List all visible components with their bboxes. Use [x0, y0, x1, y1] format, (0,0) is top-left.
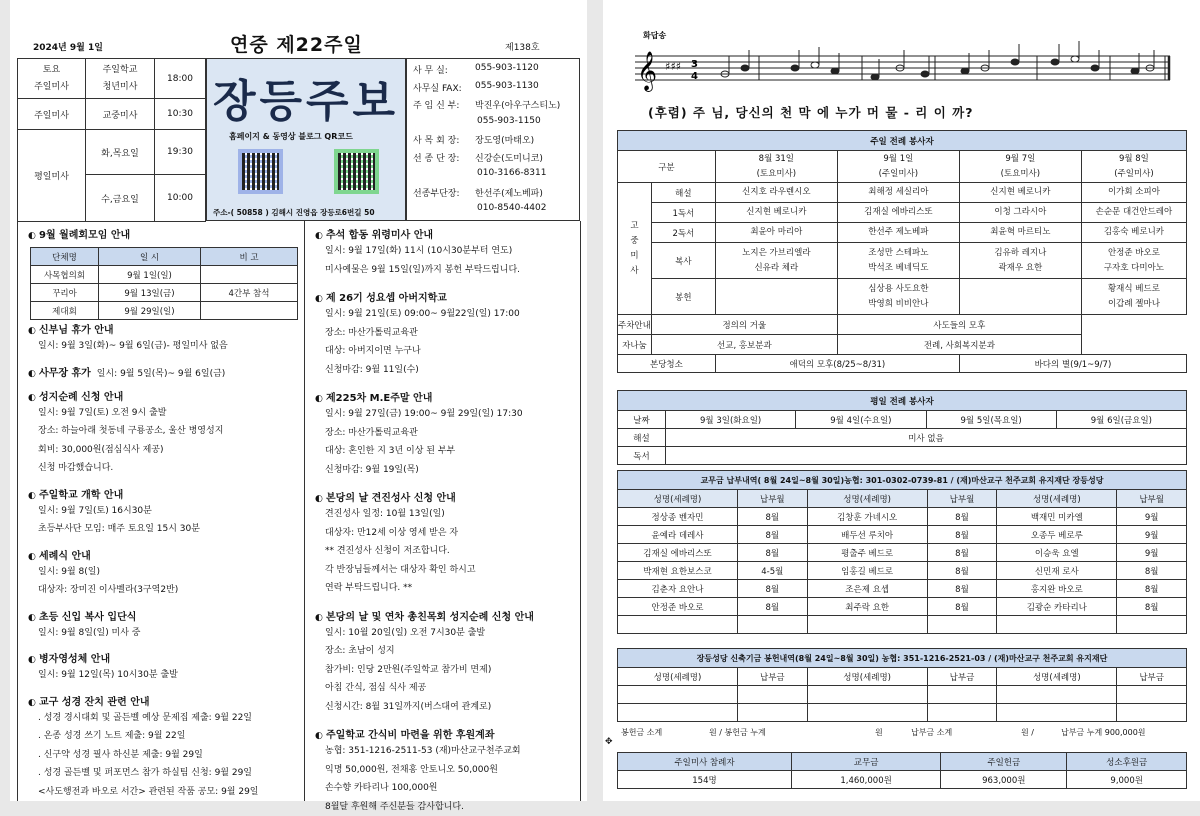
contact-value: 055-903-1130	[475, 81, 539, 91]
half-circle-icon: ◐	[28, 326, 39, 336]
mass-day: 평일미사	[18, 130, 86, 222]
notice-line: 대상: 혼인한 지 3년 이상 된 부부	[325, 442, 455, 461]
mass-group: 주일학교 청년미사	[86, 59, 155, 99]
notice-line: 견진성사 일정: 10월 13일(일)	[325, 505, 445, 524]
half-circle-icon: ◐	[28, 552, 39, 562]
dues-col: 납부월	[927, 490, 997, 508]
notice-title: ◐ 본당의 날 견진성사 신청 안내	[315, 489, 456, 504]
dues-cell: 8월	[738, 580, 808, 598]
note-head	[1091, 65, 1099, 71]
meeting-table	[30, 247, 298, 320]
weekday-date: 9월 6일(금요일)	[1056, 411, 1186, 429]
col-label: 구분	[618, 151, 716, 183]
server-cell: 한선주 제노베파	[837, 223, 959, 243]
svg-text:4: 4	[691, 71, 698, 82]
dues-cell: 김춘자 요안나	[618, 580, 738, 598]
music-staff	[635, 44, 1175, 100]
cell: 바다의 별(9/1~9/7)	[959, 355, 1186, 373]
dues-cell: 조은제 요셉	[807, 580, 927, 598]
meeting-cell	[201, 266, 298, 284]
notice-title: ◐ 사무장 휴가 일시: 9월 5일(목)~ 9월 6일(금)	[28, 364, 225, 379]
svg-text:3: 3	[691, 59, 698, 70]
notice-title: ◐ 교구 성경 잔치 관련 안내	[28, 693, 150, 708]
dues-cell: 8월	[927, 526, 997, 544]
dues-cell: 김재실 에바리스또	[618, 544, 738, 562]
contact-block	[406, 58, 580, 221]
half-circle-icon: ◐	[28, 491, 39, 501]
notice-line: 참가비: 인당 2만원(주일학교 참가비 면제)	[325, 661, 491, 680]
building-col: 성명(세례명)	[807, 668, 927, 686]
notice-line: 회비: 30,000원(점심식사 제공)	[38, 441, 164, 460]
contact-label: 사무실 FAX:	[413, 84, 462, 94]
weekday-table-title: 평일 전례 봉사자	[618, 391, 1187, 411]
building-summary: 봉헌금 소계 원 / 봉헌금 누계 원 납부금 소계 원 / 납부금 누계 900,000원	[621, 727, 1181, 743]
svg-text:♯♯♯: ♯♯♯	[665, 60, 681, 73]
half-circle-icon: ◐	[28, 393, 39, 403]
half-circle-icon: ◐	[315, 613, 326, 623]
note-head	[921, 71, 929, 77]
server-cell: 김홍숙 베로니카	[1081, 223, 1186, 243]
dues-cell: 김창훈 가네시오	[807, 508, 927, 526]
meeting-cell: 9월 29일(일)	[99, 302, 201, 320]
contact-value: 010-3166-8311	[477, 168, 546, 178]
dues-col: 성명(세례명)	[807, 490, 927, 508]
row-label: 복사	[651, 243, 715, 279]
mass-time: 10:30	[155, 99, 206, 130]
meeting-cell: 4간부 참석	[201, 284, 298, 302]
building-col: 성명(세례명)	[997, 668, 1117, 686]
building-fund-table	[617, 648, 1187, 722]
contact-value: 장도영(마태오)	[475, 133, 534, 146]
server-cell: 최윤혁 마르티노	[959, 223, 1081, 243]
weekday-note	[666, 447, 1187, 465]
meeting-cell: 제대회	[31, 302, 99, 320]
note-head	[831, 68, 839, 74]
dues-cell: 9월	[1117, 526, 1187, 544]
stat-label: 주일헌금	[941, 753, 1067, 771]
notice-line: 신청마감: 9월 19일(목)	[325, 461, 419, 480]
contact-label: 선종부단장:	[413, 189, 460, 199]
notice-line: 미사예물은 9월 15일(일)까지 봉헌 부탁드립니다.	[325, 261, 520, 280]
server-cell: 신지현 베로니카	[715, 203, 837, 223]
contact-value: 055-903-1120	[475, 63, 539, 73]
meeting-cell: 9월 1일(일)	[99, 266, 201, 284]
notice-line: 신청 마감했습니다.	[38, 459, 113, 478]
notice-line: 아침 간식, 점심 식사 제공	[325, 679, 426, 698]
weekday-date: 9월 5일(목요일)	[926, 411, 1056, 429]
dues-cell: 박재현 요한보스코	[618, 562, 738, 580]
stat-label: 교무금	[791, 753, 940, 771]
sunday-mass-type: (토요미사)	[1001, 169, 1040, 179]
half-circle-icon: ◐	[28, 698, 39, 708]
server-cell: 최윤아 마리아	[715, 223, 837, 243]
mass-time: 19:30	[155, 130, 206, 175]
notice-line: ** 견진성사 신청이 저조합니다.	[325, 542, 450, 561]
dues-col: 성명(세례명)	[997, 490, 1117, 508]
notice-line: 농협: 351-1216-2511-53 (재)마산교구천주교회	[325, 742, 521, 761]
contact-label: 선 종 단 장:	[413, 154, 459, 164]
dues-cell: 임홍길 베드로	[807, 562, 927, 580]
row-label: 해설	[618, 429, 666, 447]
stat-value: 154명	[618, 771, 792, 789]
server-cell: 신지호 라우렌시오	[715, 183, 837, 203]
notice-line: 신청마감: 9월 11일(수)	[325, 361, 419, 380]
notice-line: 일시: 9월 8일(일) 미사 중	[38, 624, 141, 643]
dues-cell: 8월	[738, 526, 808, 544]
meeting-cell	[201, 302, 298, 320]
dues-cell: 최주락 요한	[807, 598, 927, 616]
notice-title: ◐ 신부님 휴가 안내	[28, 321, 114, 336]
meeting-col: 비 고	[201, 248, 298, 266]
weekday-date: 9월 4일(수요일)	[796, 411, 926, 429]
notice-line: 익명 50,000원, 전채홍 안토니오 50,000원	[325, 761, 498, 780]
notice-title: ◐ 본당의 날 및 연차 총친목회 성지순례 신청 안내	[315, 608, 534, 623]
notice-line: 장소: 초남이 성지	[325, 642, 395, 661]
building-col: 납부금	[1117, 668, 1187, 686]
server-cell: 이청 그라시아	[959, 203, 1081, 223]
notice-line: . 성경 골든벨 및 퍼포먼스 참가 하실팀 신청: 9월 29일	[38, 764, 252, 783]
sunday-mass-type: (토요미사)	[757, 169, 796, 179]
row-label: 주차안내	[618, 315, 652, 335]
server-cell: 손순문 대건안드레아	[1081, 203, 1186, 223]
mass-day: 주일미사	[18, 99, 86, 130]
dues-cell: 홍지완 바오로	[997, 580, 1117, 598]
cell: 사도들의 모후	[837, 315, 1081, 335]
half-circle-icon: ◐	[28, 369, 39, 379]
dues-cell: 윤예라 데레사	[618, 526, 738, 544]
weekday-date: 9월 3일(화요일)	[666, 411, 796, 429]
meeting-title: ◐ 9월 월례회모임 안내	[28, 226, 130, 241]
half-circle-icon: ◐	[28, 655, 39, 665]
server-cell: 최해정 세실리아	[837, 183, 959, 203]
left-column	[17, 221, 305, 801]
bulletin-date: 2024년 9월 1일	[33, 40, 103, 53]
sunday-date: 9월 8일	[1119, 154, 1149, 164]
notice-line: 대상: 아버지이면 누구나	[325, 342, 421, 361]
row-label: 독서	[618, 447, 666, 465]
contact-value: 박진우(아우구스티노)	[475, 98, 560, 111]
notice-title: ◐ 추석 합동 위령미사 안내	[315, 226, 433, 241]
dues-cell: 이승욱 요엘	[997, 544, 1117, 562]
note-head	[961, 68, 969, 74]
stat-value: 1,460,000원	[791, 771, 940, 789]
page-title: 연중 제22주일	[230, 30, 363, 57]
address: 주소-( 50858 ) 김해시 진영읍 장등로6번길 50	[213, 207, 375, 218]
note-head	[1051, 59, 1059, 65]
stat-value: 9,000원	[1067, 771, 1187, 789]
blog-qr[interactable]	[334, 149, 379, 194]
server-cell: 황재식 베드로 이갑례 젤마나	[1081, 279, 1186, 315]
treble-clef-icon: 𝄞	[637, 51, 657, 92]
building-col: 납부금	[927, 668, 997, 686]
note-head	[1131, 68, 1139, 74]
half-circle-icon: ◐	[315, 731, 326, 741]
row-label: 본당청소	[618, 355, 716, 373]
mass-time: 10:00	[155, 175, 206, 222]
dues-cell: 8월	[1117, 562, 1187, 580]
contact-row	[413, 186, 460, 199]
notice-line: 연락 부탁드립니다. **	[325, 579, 412, 598]
notice-line: 대상자: 만12세 이상 영세 받은 자	[325, 524, 458, 543]
dues-cell: 8월	[1117, 598, 1187, 616]
notice-line: 8월달 후원해 주신분들 감사합니다.	[325, 798, 464, 816]
contact-row	[413, 98, 459, 111]
half-circle-icon: ◐	[315, 231, 326, 241]
server-cell: 조성만 스테파노 박석조 베네딕도	[837, 243, 959, 279]
server-cell: 김유하 레지나 곽재우 요한	[959, 243, 1081, 279]
note-head	[1071, 56, 1079, 62]
contact-row	[413, 133, 459, 146]
sunday-servers-table	[617, 130, 1187, 373]
notice-line: 일시: 9월 21일(토) 09:00~ 9월22일(일) 17:00	[325, 305, 520, 324]
row-label: 날짜	[618, 411, 666, 429]
notice-line: 일시: 9월 7일(토) 오전 9시 출발	[38, 404, 166, 423]
mass-time: 18:00	[155, 59, 206, 99]
notice-line: 대상자: 장미진 이사벨라(3구역2반)	[38, 581, 178, 600]
server-cell: 이가회 소피아	[1081, 183, 1186, 203]
notice-line: 일시: 9월 3일(화)~ 9월 6일(금)- 평일미사 없음	[38, 337, 228, 356]
dues-cell: 8월	[927, 562, 997, 580]
refrain-lyric: (후렴) 주 님, 당신의 천 막 에 누가 머 물 - 리 이 까?	[648, 103, 973, 121]
notice-title: ◐ 주일학교 개학 안내	[28, 486, 123, 501]
dues-cell: 9월	[1117, 544, 1187, 562]
parish-name: 장등주보	[213, 65, 399, 129]
notice-line: 신청시간: 8월 31일까지(버스대여 관계로)	[325, 698, 491, 717]
contact-row	[413, 151, 459, 164]
row-label: 2독서	[651, 223, 715, 243]
server-cell: 김재실 에바리스또	[837, 203, 959, 223]
contact-row	[413, 81, 462, 94]
contact-label: 사 무 실:	[413, 66, 448, 76]
contact-label: 주 임 신 부:	[413, 101, 459, 111]
dues-cell: 4-5월	[738, 562, 808, 580]
server-cell: 심상용 사도요한 박영희 비비안나	[837, 279, 959, 315]
server-cell: 신지현 베로니카	[959, 183, 1081, 203]
right-page	[603, 0, 1200, 801]
notice-line: . 성경 경시대회 및 골든벨 예상 문제집 제출: 9월 22일	[38, 709, 252, 728]
dues-title: 교무금 납부내역( 8월 24일~8월 30일)농협: 301-0302-0739-81 / (재)마산교구 천주교회 유지재단 장등성당	[618, 471, 1187, 490]
half-circle-icon: ◐	[315, 294, 326, 304]
move-handle-icon[interactable]: ✥	[605, 737, 613, 747]
contact-value: 한선주(제노베파)	[475, 186, 543, 199]
notice-title: ◐ 초등 신입 복사 입단식	[28, 608, 136, 623]
notice-line: . 신구약 성경 필사 하신분 제출: 9월 29일	[38, 746, 203, 765]
building-title: 장등성당 신축기금 봉헌내역(8월 24일~8월 30일) 농협: 351-1216-2521-03 / (재)마산교구 천주교회 유지재단	[618, 649, 1187, 668]
notice-line: 일시: 9월 27일(금) 19:00~ 9월 29일(일) 17:30	[325, 405, 523, 424]
row-label: 해설	[651, 183, 715, 203]
notice-title: ◐ 제225차 M.E주말 안내	[315, 389, 432, 404]
dues-cell: 백재민 미카엘	[997, 508, 1117, 526]
note-head	[811, 62, 819, 68]
contact-value: 신강순(도미니코)	[475, 151, 543, 164]
stat-label: 주일미사 참례자	[618, 753, 792, 771]
meeting-cell: 꾸리아	[31, 284, 99, 302]
cell: 전례, 사회복지분과	[837, 335, 1081, 355]
contact-label: 사 목 회 장:	[413, 136, 459, 146]
qr-label: 홈페이지 & 동영상 블로그 QR코드	[229, 131, 353, 142]
notice-line: 장소: 마산가톨릭교육관	[325, 324, 418, 343]
sunday-date: 9월 7일	[1005, 154, 1035, 164]
side-label: 고 중 미 사	[618, 183, 652, 315]
row-label: 자나눔	[618, 335, 652, 355]
dues-cell: 안정준 바오로	[618, 598, 738, 616]
dues-cell: 8월	[927, 598, 997, 616]
sunday-date: 9월 1일	[883, 154, 913, 164]
stats-table	[617, 752, 1187, 789]
notice-title: ◐ 성지순례 신청 안내	[28, 388, 123, 403]
dues-cell: 8월	[738, 508, 808, 526]
weekday-note: 미사 없음	[666, 429, 1187, 447]
middle-column	[305, 221, 581, 801]
cell: 선교, 홍보분과	[651, 335, 837, 355]
server-cell	[715, 279, 837, 315]
dues-cell: 8월	[927, 580, 997, 598]
issue-number: 제138호	[505, 40, 540, 53]
notice-line: 일시: 9월 8(일)	[38, 563, 100, 582]
note-head	[741, 65, 749, 71]
mass-schedule-table	[17, 58, 206, 222]
dues-cell: 오종두 베로루	[997, 526, 1117, 544]
half-circle-icon: ◐	[315, 394, 326, 404]
row-label: 봉헌	[651, 279, 715, 315]
contact-value: 055-903-1150	[477, 116, 541, 126]
sunday-table-title: 주일 전례 봉사자	[618, 131, 1187, 151]
meeting-col: 일 시	[99, 248, 201, 266]
sunday-mass-type: (주일미사)	[879, 169, 918, 179]
homepage-qr[interactable]	[238, 149, 283, 194]
dues-cell: 평출주 베드로	[807, 544, 927, 562]
server-cell	[959, 279, 1081, 315]
notice-title: ◐ 주일학교 간식비 마련을 위한 후원계좌	[315, 726, 495, 741]
half-circle-icon: ◐	[28, 613, 39, 623]
notice-line: 손수향 카타리나 100,000원	[325, 779, 438, 798]
notice-title: ◐ 제 26기 성요셉 아버지학교	[315, 289, 447, 304]
sunday-date: 8월 31일	[759, 154, 794, 164]
dues-cell: 김광순 카타리나	[997, 598, 1117, 616]
meeting-col: 단체명	[31, 248, 99, 266]
notice-line: 일시: 10월 20일(일) 오전 7시30분 출발	[325, 624, 485, 643]
notice-line: 초등부사단 모임: 매주 토요일 15시 30분	[38, 520, 200, 539]
dues-col: 성명(세례명)	[618, 490, 738, 508]
weekday-servers-table	[617, 390, 1187, 465]
meeting-cell: 9월 13일(금)	[99, 284, 201, 302]
cell: 정의의 거울	[651, 315, 837, 335]
left-page	[10, 0, 587, 801]
notice-title: ◐ 병자영성체 안내	[28, 650, 110, 665]
mass-group: 수,금요일	[86, 175, 155, 222]
dues-cell: 8월	[738, 544, 808, 562]
server-cell: 노지은 가브리엘라 신유라 체라	[715, 243, 837, 279]
dues-col: 납부월	[1117, 490, 1187, 508]
notice-line: 장소: 하늘아래 첫동네 구룡공소, 울산 병영성지	[38, 422, 223, 441]
note-head	[871, 74, 879, 80]
contact-row	[413, 63, 448, 76]
dues-cell: 8월	[1117, 580, 1187, 598]
notice-line: . 온종 성경 쓰기 노트 제출: 9월 22일	[38, 727, 185, 746]
notice-line: 일시: 9월 12일(목) 10시30분 출발	[38, 666, 178, 685]
dues-cell: 9월	[1117, 508, 1187, 526]
row-label: 1독서	[651, 203, 715, 223]
building-col: 납부금	[738, 668, 808, 686]
mass-group: 화,목요일	[86, 130, 155, 175]
dues-cell: 8월	[738, 598, 808, 616]
contact-value: 010-8540-4402	[477, 203, 546, 213]
masthead	[206, 58, 406, 221]
dues-table	[617, 470, 1187, 634]
mass-group: 교중미사	[86, 99, 155, 130]
hymn-label: 화답송	[643, 30, 666, 41]
notice-line: 각 반장님들께서는 대상자 확인 하시고	[325, 561, 476, 580]
mass-day: 토요 주일미사	[18, 59, 86, 99]
note-head	[791, 65, 799, 71]
server-cell: 안정준 바오로 구자호 다미아노	[1081, 243, 1186, 279]
stat-label: 성소후원금	[1067, 753, 1187, 771]
dues-cell: 정상종 벤자민	[618, 508, 738, 526]
dues-cell: 8월	[927, 508, 997, 526]
notice-line: 장소: 마산가톨릭교육관	[325, 424, 418, 443]
dues-col: 납부월	[738, 490, 808, 508]
notice-line: 일시: 9월 7일(토) 16시30분	[38, 502, 152, 521]
notice-title: ◐ 세례식 안내	[28, 547, 91, 562]
building-col: 성명(세례명)	[618, 668, 738, 686]
notice-line: <사도행전과 바오로 서간> 관련된 작품 공모: 9월 29일	[38, 783, 259, 802]
note-head	[1011, 59, 1019, 65]
dues-cell: 8월	[927, 544, 997, 562]
notice-line: 일시: 9월 17일(화) 11시 (10시30분부터 연도)	[325, 242, 512, 261]
half-circle-icon: ◐	[315, 494, 326, 504]
stat-value: 963,000원	[941, 771, 1067, 789]
cell: 애덕의 모후(8/25~8/31)	[715, 355, 959, 373]
meeting-cell: 사목협의회	[31, 266, 99, 284]
sunday-mass-type: (주일미사)	[1114, 169, 1153, 179]
dues-cell: 신민재 로사	[997, 562, 1117, 580]
dues-cell: 배두선 루치아	[807, 526, 927, 544]
